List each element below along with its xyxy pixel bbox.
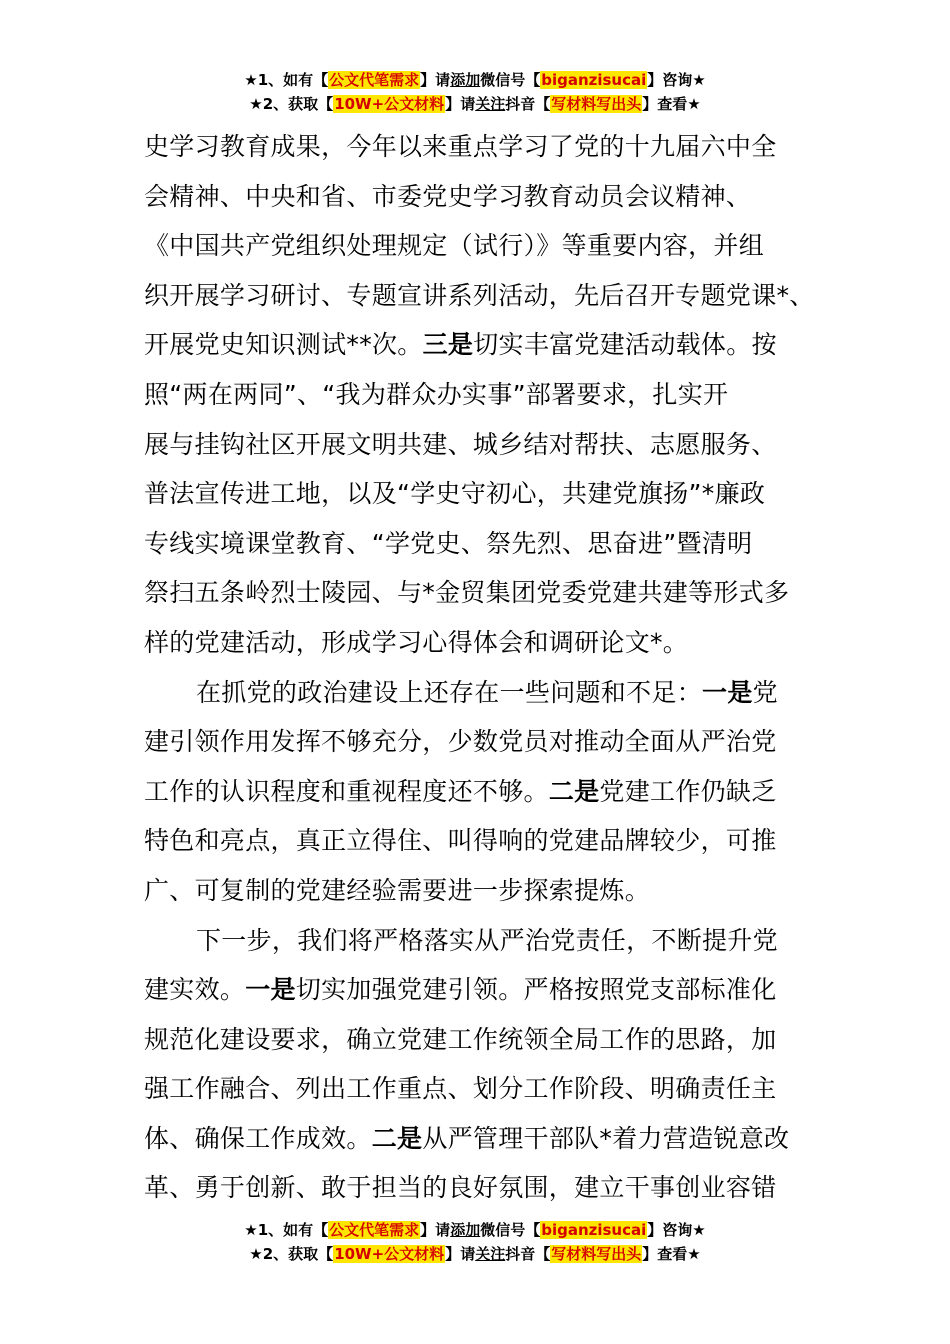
bold-marker: 一是 <box>245 975 296 1005</box>
text-line: 样的党建活动，形成学习心得体会和调研论文*。 <box>144 627 689 657</box>
text-line: 《中国共产党组织处理规定（试行）》等重要内容，并组 <box>144 231 765 261</box>
text-line: 织开展学习研讨、专题宣讲系列活动，先后召开专题党课*、 <box>144 280 815 310</box>
banner-text: 】请 <box>445 1245 476 1263</box>
bold-marker: 二是 <box>548 776 600 806</box>
banner-text: 】请 <box>420 71 451 89</box>
text-segment: 党建工作仍缺乏 <box>599 776 777 806</box>
banner-text: 】查看★ <box>642 95 701 113</box>
text-line: 照“两在两同”、“我为群众办实事”部署要求，扎实开 <box>144 379 729 409</box>
banner-underlined-text: 关注 <box>475 95 506 113</box>
text-segment: 从严管理干部队*着力营造锐意改 <box>422 1123 790 1153</box>
highlight-materials: 10W+公文材料 <box>334 1245 445 1263</box>
banner-text: ★2、获取【 <box>249 95 334 113</box>
text-line: 普法宣传进工地，以及“学史守初心，共建党旗扬”*廉政 <box>144 479 766 509</box>
text-line: 规范化建设要求，确立党建工作统领全局工作的思路，加 <box>144 1024 777 1054</box>
text-line: 祭扫五条岭烈士陵园、与*金贸集团党委党建共建等形式多 <box>144 578 790 608</box>
text-line: 革、勇于创新、敢于担当的良好氛围，建立干事创业容错 <box>144 1173 777 1203</box>
banner-text: ★1、如有【 <box>244 1221 329 1239</box>
text-line: 建引领作用发挥不够充分，少数党员对推动全面从严治党 <box>144 727 777 757</box>
text-line: 展与挂钩社区开展文明共建、城乡结对帮扶、志愿服务、 <box>144 429 777 459</box>
text-segment: 建实效。 <box>144 975 246 1005</box>
header-banner <box>0 68 950 116</box>
highlight-douyin: 写材料写出头 <box>551 95 642 113</box>
text-segment: 党 <box>752 677 778 707</box>
banner-text: 微信号【 <box>480 71 541 89</box>
banner-underlined-text: 添加 <box>450 71 481 89</box>
text-segment: 在抓党的政治建设上还存在一些问题和不足： <box>196 677 703 707</box>
banner-underlined-text: 关注 <box>475 1245 506 1263</box>
highlight-douyin: 写材料写出头 <box>551 1245 642 1263</box>
banner-text: 】咨询★ <box>647 1221 706 1239</box>
text-line: 特色和亮点，真正立得住、叫得响的党建品牌较少，可推 <box>144 826 777 856</box>
banner-text: 抖音【 <box>505 1245 551 1263</box>
bold-marker: 一是 <box>702 677 753 707</box>
text-line <box>144 965 808 1015</box>
text-line: 强工作融合、列出工作重点、划分工作阶段、明确责任主 <box>144 1074 777 1104</box>
banner-line-2 <box>0 1242 950 1266</box>
highlight-wechat-id: biganzisucai <box>541 1221 647 1239</box>
banner-text: 微信号【 <box>480 1221 541 1239</box>
banner-text: 】咨询★ <box>647 71 706 89</box>
highlight-materials: 10W+公文材料 <box>334 95 445 113</box>
text-line: 会精神、中央和省、市委党史学习教育动员会议精神、 <box>144 181 752 211</box>
highlight-wechat-id: biganzisucai <box>541 71 647 89</box>
banner-line-1 <box>0 1218 950 1242</box>
text-line <box>144 1114 808 1164</box>
text-line: 广、可复制的党建经验需要进一步探索提炼。 <box>144 875 651 905</box>
text-line <box>144 767 808 817</box>
highlight-ghostwriting: 公文代笔需求 <box>329 1221 420 1239</box>
bold-marker: 三是 <box>422 330 474 360</box>
text-segment: 切实丰富党建活动载体。按 <box>473 330 777 360</box>
text-line: 专线实境课堂教育、“学党史、祭先烈、思奋进”暨清明 <box>144 528 753 558</box>
banner-underlined-text: 添加 <box>450 1221 481 1239</box>
banner-text: ★1、如有【 <box>244 71 329 89</box>
text-line <box>144 668 808 718</box>
banner-text: 】查看★ <box>642 1245 701 1263</box>
banner-text: 】请 <box>420 1221 451 1239</box>
banner-line-2 <box>0 92 950 116</box>
text-segment: 切实加强党建引领。严格按照党支部标准化 <box>295 975 777 1005</box>
banner-line-1 <box>0 68 950 92</box>
footer-banner <box>0 1218 950 1266</box>
highlight-ghostwriting: 公文代笔需求 <box>329 71 420 89</box>
bold-marker: 二是 <box>371 1123 423 1153</box>
text-line <box>144 320 808 370</box>
banner-text: ★2、获取【 <box>249 1245 334 1263</box>
text-segment: 体、确保工作成效。 <box>144 1123 372 1153</box>
text-line: 史学习教育成果，今年以来重点学习了党的十九届六中全 <box>144 132 777 161</box>
banner-text: 】请 <box>445 95 476 113</box>
document-body <box>144 122 815 1213</box>
banner-text: 抖音【 <box>505 95 551 113</box>
text-line: 下一步，我们将严格落实从严治党责任，不断提升党 <box>196 925 778 955</box>
text-segment: 工作的认识程度和重视程度还不够。 <box>144 776 549 806</box>
text-segment: 开展党史知识测试**次。 <box>144 330 423 360</box>
